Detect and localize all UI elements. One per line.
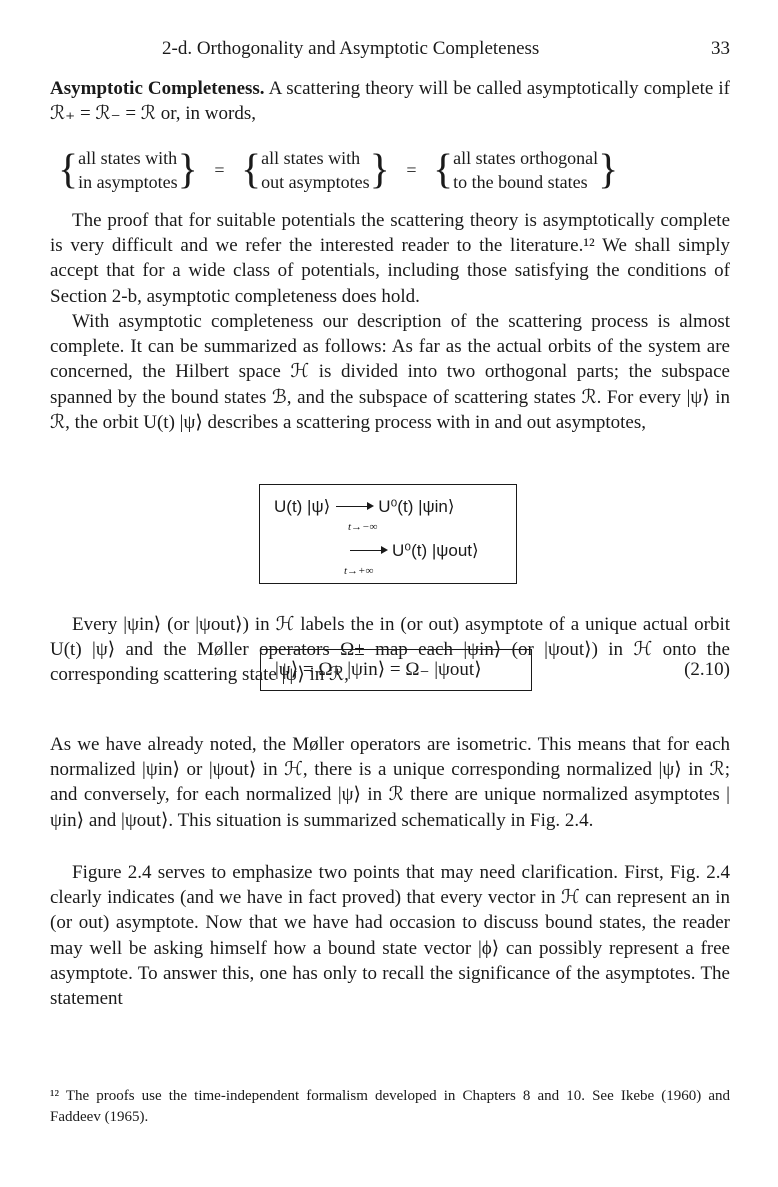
middle-brace-group: {all states with out asymptotes} <box>241 147 390 193</box>
brace-middle-line1: all states with <box>261 148 361 168</box>
paragraph-isometric <box>50 732 730 833</box>
equation-rhs-out: U⁰(t) |ψout⟩ <box>392 541 479 560</box>
paragraph-text: Figure 2.4 serves to emphasize two points that may need clarification. First, Fig. 2.4 clearly indicates (and we have in fact proved) that every vector in ℋ can represent an in (or out) asymptote. Now that we have had occasion to discuss bound states, the reader may well be asking himself how a bound state vector |ϕ⟩ can possibly represent a free asymptote. To answer this, one has only to recall the significance of the asymptotes. The statement <box>50 862 730 1010</box>
arrow-icon <box>336 506 372 507</box>
paragraph-asymptotic-completeness <box>50 76 730 126</box>
paragraph-heading: Asymptotic Completeness. <box>50 78 265 99</box>
paragraph-text: A scattering theory will be called asymptotically complete if ℛ₊ = ℛ₋ = ℛ or, in words, <box>50 78 730 125</box>
arrow-icon <box>350 550 386 551</box>
brace-right-line2: to the bound states <box>453 172 588 192</box>
limit-label-in: t→−∞ <box>348 521 378 533</box>
equation-lhs: U(t) |ψ⟩ <box>274 497 331 516</box>
paragraph-proof <box>50 208 730 309</box>
brace-middle-line2: out asymptotes <box>261 172 370 192</box>
left-brace-group: {all states with in asymptotes} <box>58 147 198 193</box>
right-brace-group: {all states orthogonal to the bound states } <box>433 147 619 193</box>
equation-number: (2.10) <box>684 659 730 680</box>
equals-sign: = <box>214 159 225 180</box>
boxed-equation-2-10 <box>260 649 532 691</box>
equals-sign: = <box>406 159 417 180</box>
limit-label-out: t→+∞ <box>344 565 374 577</box>
paragraph-text: With asymptotic completeness our description of the scattering process is almost complete. It can be summarized as follows: As far as the actual orbits of the system are concerned, the Hilbert space ℋ is divided into two orthogonal parts; the subspace spanned by the bound states ℬ, and the subspace of scattering states ℛ. For every |ψ⟩ in ℛ, the orbit U(t) |ψ⟩ describes a scattering process with in and out asymptotes, <box>50 311 730 433</box>
equation-rhs-in: U⁰(t) |ψin⟩ <box>378 497 455 516</box>
boxed-limit-equation <box>259 484 517 584</box>
brace-right-line1: all states orthogonal <box>453 148 599 168</box>
paragraph-figure-discussion <box>50 860 730 1011</box>
brace-left-line2: in asymptotes <box>78 172 178 192</box>
paragraph-text: The proof that for suitable potentials the scattering theory is asymptotically complete is very difficult and we refer the interested reader to the literature.¹² We shall simply accept that for a wide class of potentials, including those satisfying the conditions of Section 2-b, asymptotic completeness does hold. <box>50 210 730 307</box>
paragraph-text: Every |ψin⟩ (or |ψout⟩) in ℋ labels the in (or out) asymptote of a unique actual orbit U(t) |ψ⟩ and the Møller operators Ω± map each |ψin⟩ (or |ψout⟩) in ℋ onto the corresponding scattering state |ψ⟩ in ℛ, <box>50 614 730 686</box>
page-number: 33 <box>711 38 730 59</box>
equation-content: |ψ⟩ = Ω₊ |ψin⟩ = Ω₋ |ψout⟩ <box>275 659 482 680</box>
brace-equation <box>58 146 618 196</box>
section-title: 2-d. Orthogonality and Asymptotic Completeness <box>162 38 540 59</box>
footnote: ¹² The proofs use the time-independent formalism developed in Chapters 8 and 10. See Ikebe (1960) and Faddeev (1965). <box>50 1088 730 1125</box>
equation-row-in <box>274 497 454 517</box>
paragraph-text: As we have already noted, the Møller operators are isometric. This means that for each normalized |ψin⟩ or |ψout⟩ in ℋ, there is a unique corresponding normalized |ψ⟩ in ℛ; and conversely, for each normalized |ψ⟩ in ℛ there are unique normalized asymptotes |ψin⟩ and |ψout⟩. This situation is summarized schematically in Fig. 2.4. <box>50 734 730 831</box>
paragraph-summary <box>50 309 730 435</box>
brace-left-line1: all states with <box>78 148 178 168</box>
equation-row-out <box>344 541 479 561</box>
